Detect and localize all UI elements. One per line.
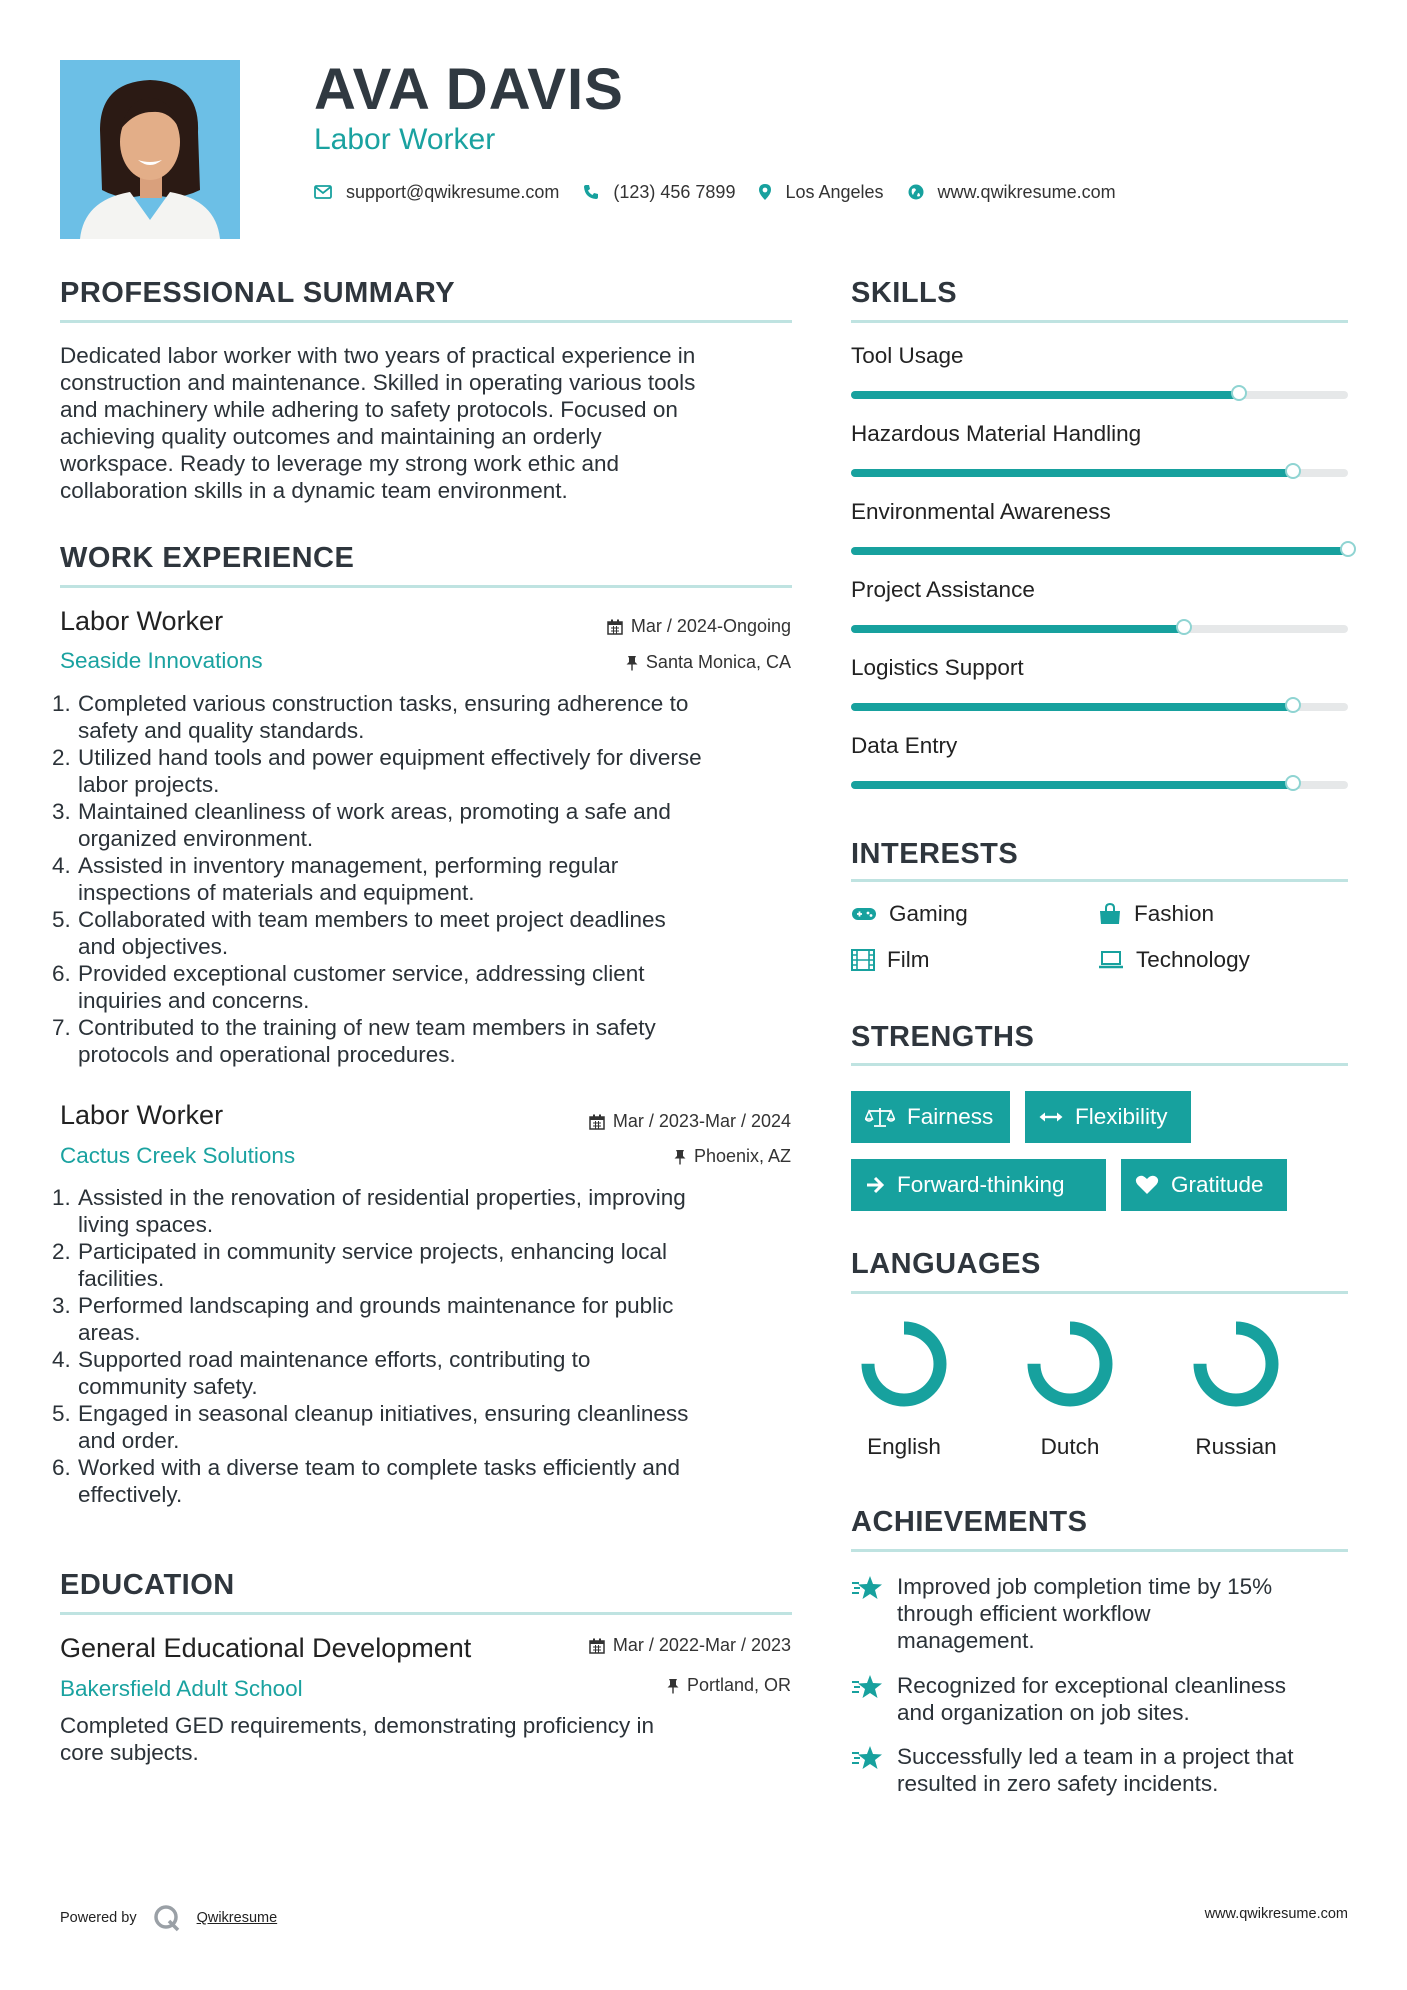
candidate-name: AVA DAVIS: [314, 57, 624, 122]
list-number: 4.: [52, 853, 71, 878]
achievement-item: [851, 1573, 1351, 1654]
profile-photo: [60, 60, 240, 239]
list-line: Maintained cleanliness of work areas, promoting a safe and: [78, 799, 671, 824]
job-title: Labor Worker: [60, 606, 224, 636]
gamepad-icon: [851, 906, 877, 922]
skills-heading: SKILLS: [851, 277, 958, 309]
list-number: 6.: [52, 961, 71, 986]
interest-gaming: [851, 901, 968, 927]
list-line: Assisted in the renovation of residential properties, improving: [78, 1185, 686, 1210]
list-line: and objectives.: [78, 934, 229, 959]
language-label: Russian: [1195, 1434, 1277, 1459]
film-icon: [851, 949, 875, 971]
list-item: [52, 1454, 800, 1508]
achievement-item: [851, 1743, 1351, 1797]
job-date: [589, 1111, 791, 1132]
list-item: [52, 1184, 800, 1238]
skill-label: Tool Usage: [851, 343, 964, 368]
list-line: living spaces.: [78, 1212, 214, 1237]
achievement-item: [851, 1672, 1351, 1726]
list-line: Participated in community service projects, enhancing local: [78, 1239, 668, 1264]
strength-flexibility: [1025, 1091, 1191, 1143]
achievement-line: Improved job completion time by 15%: [897, 1574, 1273, 1599]
contact-website-text: www.qwikresume.com: [937, 181, 1116, 202]
education-line: Completed GED requirements, demonstrating proficiency in: [60, 1713, 655, 1738]
interest-label: Technology: [1136, 947, 1250, 972]
job-bullets: [52, 690, 800, 1068]
skill-label: Logistics Support: [851, 655, 1024, 680]
strength-forward-thinking: [851, 1159, 1106, 1211]
powered-by-label: Powered by: [60, 1910, 137, 1926]
strength-label: Fairness: [907, 1104, 994, 1129]
list-number: 7.: [52, 1015, 71, 1040]
summary-line: collaboration skills in a dynamic team environment.: [60, 478, 568, 503]
achievement-line: management.: [897, 1628, 1035, 1653]
interest-label: Film: [887, 947, 930, 972]
language-ring: [1022, 1316, 1118, 1412]
contact-email-text: support@qwikresume.com: [346, 181, 560, 202]
job-location: [626, 652, 791, 673]
language-label: Dutch: [1040, 1434, 1100, 1459]
language-ring: [1188, 1316, 1284, 1412]
candidate-role: Labor Worker: [314, 123, 496, 156]
skill-bar: [851, 469, 1348, 477]
list-number: 3.: [52, 799, 71, 824]
interest-fashion: [1098, 901, 1214, 927]
education-location-text: Portland, OR: [686, 1675, 791, 1695]
job-company: Cactus Creek Solutions: [60, 1143, 296, 1168]
star-icon: [851, 1575, 883, 1601]
arrow-right-icon: [865, 1176, 885, 1194]
job-company: Seaside Innovations: [60, 648, 263, 673]
language-ring: [856, 1316, 952, 1412]
job-date-text: Mar / 2024-Ongoing: [630, 616, 791, 636]
achievement-text: [897, 1573, 1272, 1654]
skill-label: Data Entry: [851, 733, 958, 758]
strengths-divider: [851, 1063, 1348, 1066]
contact-website[interactable]: [908, 182, 1116, 203]
achievement-line: Recognized for exceptional cleanliness: [897, 1673, 1286, 1698]
summary-line: achieving quality outcomes and maintaining an orderly: [60, 424, 602, 449]
globe-icon: [908, 184, 924, 200]
education-degree: General Educational Development: [60, 1633, 472, 1663]
achievement-text: [897, 1672, 1286, 1726]
summary-line: and machinery while adhering to safety protocols. Focused on: [60, 397, 678, 422]
skill-bar-knob: [1231, 385, 1247, 401]
strengths-heading: STRENGTHS: [851, 1021, 1035, 1053]
education-date-text: Mar / 2022-Mar / 2023: [612, 1635, 791, 1655]
list-number: 4.: [52, 1347, 71, 1372]
envelope-icon: [314, 185, 332, 199]
skill-bar: [851, 391, 1348, 399]
contact-phone[interactable]: [583, 182, 735, 203]
education-description: [60, 1712, 800, 1766]
language-label: English: [867, 1434, 941, 1459]
languages-heading: LANGUAGES: [851, 1248, 1041, 1280]
skill-bar-fill: [851, 391, 1239, 399]
list-line: facilities.: [78, 1266, 165, 1291]
skill-bar: [851, 547, 1348, 555]
interest-label: Gaming: [889, 901, 968, 926]
interest-label: Fashion: [1134, 901, 1215, 926]
education-school: Bakersfield Adult School: [60, 1676, 303, 1701]
list-line: labor projects.: [78, 772, 220, 797]
job-location-text: Phoenix, AZ: [693, 1146, 791, 1166]
list-item: [52, 960, 800, 1014]
skill-bar-fill: [851, 625, 1184, 633]
skill-bar-knob: [1285, 697, 1301, 713]
skill-bar: [851, 625, 1348, 633]
list-item: [52, 852, 800, 906]
education-date: [589, 1635, 791, 1656]
list-item: [52, 798, 800, 852]
work-heading: WORK EXPERIENCE: [60, 542, 355, 574]
achievements-divider: [851, 1549, 1348, 1552]
phone-icon: [583, 184, 599, 200]
list-line: and order.: [78, 1428, 180, 1453]
list-line: Performed landscaping and grounds maintenance for public: [78, 1293, 674, 1318]
education-divider: [60, 1612, 792, 1615]
list-number: 2.: [52, 745, 71, 770]
pushpin-icon: [667, 1678, 679, 1694]
footer-powered-by: [60, 1903, 277, 1933]
list-line: inquiries and concerns.: [78, 988, 310, 1013]
list-line: Utilized hand tools and power equipment effectively for diverse: [78, 745, 702, 770]
list-number: 1.: [52, 691, 71, 716]
map-marker-icon: [759, 184, 771, 200]
achievements-heading: ACHIEVEMENTS: [851, 1506, 1088, 1538]
list-line: effectively.: [78, 1482, 183, 1507]
list-line: Completed various construction tasks, ensuring adherence to: [78, 691, 689, 716]
education-line: core subjects.: [60, 1740, 199, 1765]
pushpin-icon: [626, 655, 638, 671]
list-item: [52, 1014, 800, 1068]
interests-divider: [851, 879, 1348, 882]
skill-bar-knob: [1285, 463, 1301, 479]
contact-phone-text: (123) 456 7899: [613, 181, 736, 202]
strength-label: Flexibility: [1075, 1104, 1168, 1129]
list-line: Contributed to the training of new team members in safety: [78, 1015, 656, 1040]
job-location-text: Santa Monica, CA: [645, 652, 791, 672]
list-line: protocols and operational procedures.: [78, 1042, 456, 1067]
summary-line: Dedicated labor worker with two years of practical experience in: [60, 343, 696, 368]
star-icon: [851, 1745, 883, 1771]
list-number: 2.: [52, 1239, 71, 1264]
language-ring-arc: [868, 1328, 940, 1400]
skill-bar: [851, 703, 1348, 711]
job-location: [674, 1146, 791, 1167]
calendar-icon: [607, 619, 623, 635]
languages-divider: [851, 1291, 1348, 1294]
strength-label: Gratitude: [1171, 1172, 1264, 1197]
education-location: [667, 1675, 791, 1696]
achievement-line: Successfully led a team in a project that: [897, 1744, 1294, 1769]
strength-label: Forward-thinking: [897, 1172, 1065, 1197]
list-number: 5.: [52, 1401, 71, 1426]
list-line: organized environment.: [78, 826, 314, 851]
list-number: 1.: [52, 1185, 71, 1210]
work-divider: [60, 585, 792, 588]
skill-label: Project Assistance: [851, 577, 1035, 602]
list-line: inspections of materials and equipment.: [78, 880, 475, 905]
list-item: [52, 744, 800, 798]
skill-label: Hazardous Material Handling: [851, 421, 1142, 446]
calendar-icon: [589, 1114, 605, 1130]
strength-gratitude: [1121, 1159, 1287, 1211]
arrows-horizontal-icon: [1039, 1110, 1063, 1124]
list-item: [52, 1238, 800, 1292]
list-item: [52, 906, 800, 960]
list-line: Engaged in seasonal cleanup initiatives, ensuring cleanliness: [78, 1401, 689, 1426]
achievement-text: [897, 1743, 1293, 1797]
balance-scale-icon: [865, 1106, 895, 1128]
contact-row: [314, 180, 1140, 204]
calendar-icon: [589, 1638, 605, 1654]
contact-location: [759, 182, 883, 203]
list-item: [52, 690, 800, 744]
strength-fairness: [851, 1091, 1010, 1143]
list-item: [52, 1400, 800, 1454]
summary-text: [60, 342, 800, 504]
shopping-bag-icon: [1098, 903, 1122, 925]
skill-bar-fill: [851, 469, 1293, 477]
list-line: safety and quality standards.: [78, 718, 365, 743]
job-date-text: Mar / 2023-Mar / 2024: [612, 1111, 791, 1131]
language-ring-arc: [1200, 1328, 1272, 1400]
list-line: Collaborated with team members to meet project deadlines: [78, 907, 666, 932]
education-heading: EDUCATION: [60, 1569, 235, 1601]
skill-label: Environmental Awareness: [851, 499, 1111, 524]
skill-bar-fill: [851, 703, 1293, 711]
skills-divider: [851, 320, 1348, 323]
list-line: Worked with a diverse team to complete tasks efficiently and: [78, 1455, 680, 1480]
summary-divider: [60, 320, 792, 323]
list-number: 5.: [52, 907, 71, 932]
list-line: Assisted in inventory management, performing regular: [78, 853, 619, 878]
star-icon: [851, 1674, 883, 1700]
pushpin-icon: [674, 1149, 686, 1165]
skill-bar: [851, 781, 1348, 789]
list-line: Supported road maintenance efforts, contributing to: [78, 1347, 591, 1372]
language-ring-arc: [1034, 1328, 1106, 1400]
list-line: areas.: [78, 1320, 141, 1345]
interest-technology: [1098, 947, 1250, 973]
list-item: [52, 1346, 800, 1400]
footer-brand-link[interactable]: Qwikresume: [196, 1910, 278, 1926]
achievement-line: resulted in zero safety incidents.: [897, 1771, 1219, 1796]
achievement-line: through efficient workflow: [897, 1601, 1151, 1626]
skill-bar-fill: [851, 547, 1348, 555]
profile-photo-illustration: [60, 60, 240, 239]
interests-heading: INTERESTS: [851, 838, 1019, 870]
job-date: [607, 616, 791, 637]
list-line: community safety.: [78, 1374, 258, 1399]
summary-heading: PROFESSIONAL SUMMARY: [60, 277, 456, 309]
qwikresume-logo-icon: [151, 1903, 183, 1933]
footer-website[interactable]: www.qwikresume.com: [1204, 1906, 1348, 1922]
list-number: 3.: [52, 1293, 71, 1318]
heart-icon: [1135, 1175, 1159, 1195]
laptop-icon: [1098, 950, 1124, 970]
skill-bar-knob: [1176, 619, 1192, 635]
skill-bar-knob: [1285, 775, 1301, 791]
contact-location-text: Los Angeles: [785, 181, 884, 202]
achievement-line: and organization on job sites.: [897, 1700, 1190, 1725]
skill-bar-knob: [1340, 541, 1356, 557]
interest-film: [851, 947, 929, 973]
list-number: 6.: [52, 1455, 71, 1480]
skill-bar-fill: [851, 781, 1293, 789]
summary-line: workspace. Ready to leverage my strong work ethic and: [60, 451, 620, 476]
contact-email[interactable]: [314, 182, 559, 203]
list-line: Provided exceptional customer service, addressing client: [78, 961, 645, 986]
summary-line: construction and maintenance. Skilled in operating various tools: [60, 370, 696, 395]
job-title: Labor Worker: [60, 1100, 224, 1130]
job-bullets: [52, 1184, 800, 1508]
list-item: [52, 1292, 800, 1346]
